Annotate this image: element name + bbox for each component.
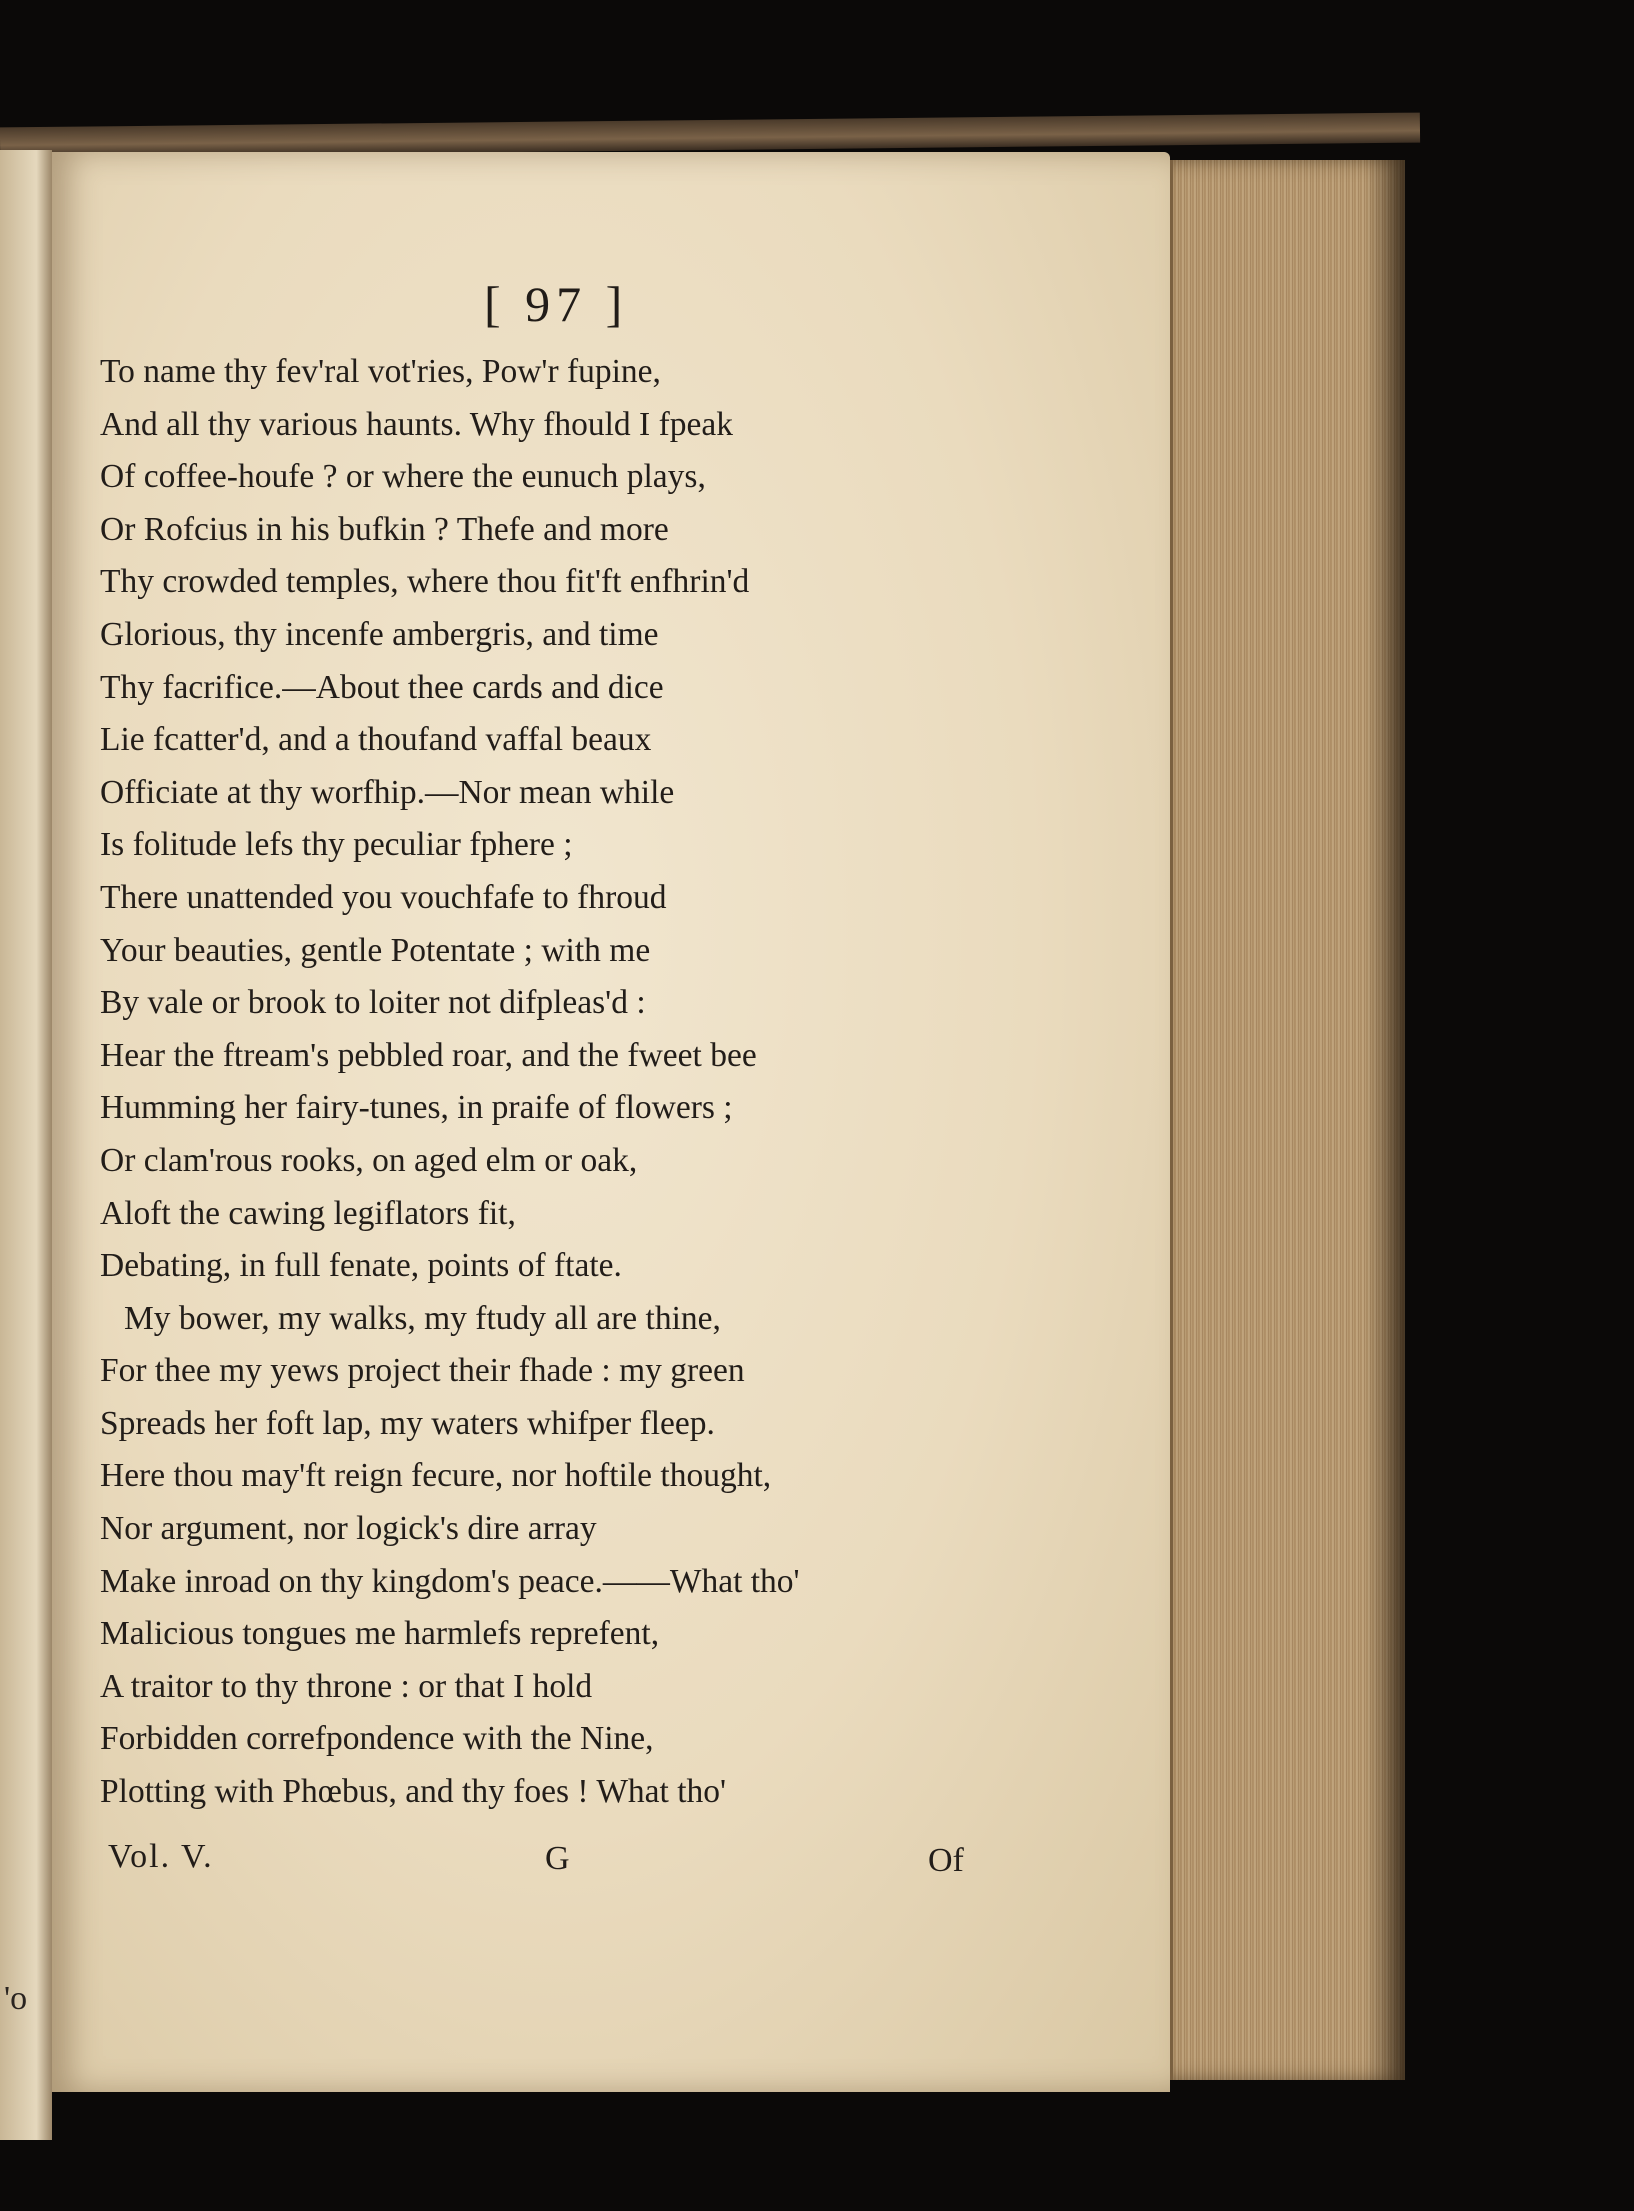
poem-line: Or Rofcius in his bufkin ? Thefe and more	[100, 510, 669, 548]
poem-line: Malicious tongues me harmlefs reprefent,	[100, 1615, 660, 1653]
poem-line: Humming her fairy-tunes, in praife of flowers ;	[100, 1089, 733, 1127]
poem-line: Glorious, thy incenfe ambergris, and time	[100, 615, 659, 653]
page-edges-shadow	[1365, 160, 1405, 2080]
volume-label: Vol. V.	[108, 1838, 214, 1875]
poem-line: Is folitude lefs thy peculiar fphere ;	[100, 826, 573, 864]
signature-mark: G	[545, 1840, 570, 1877]
left-page-edge	[0, 150, 52, 2140]
poem-line: And all thy various haunts. Why fhould I fpeak	[100, 405, 733, 443]
poem-line: Your beauties, gentle Potentate ; with me	[100, 931, 651, 969]
catchword: Of	[928, 1842, 964, 1879]
poem-line: Thy crowded temples, where thou fit'ft enfhrin'd	[100, 563, 750, 601]
poem-line: Officiate at thy worfhip.—Nor mean while	[100, 773, 675, 811]
page-number: [ 97 ]	[484, 276, 629, 332]
poem-line: Hear the ftream's pebbled roar, and the fweet bee	[100, 1036, 757, 1074]
poem-line: Of coffee-houfe ? or where the eunuch plays,	[100, 458, 706, 496]
poem-line: To name thy fev'ral vot'ries, Pow'r fupine,	[100, 353, 661, 390]
poem-line: Plotting with Phœbus, and thy foes ! What tho'	[100, 1773, 727, 1811]
poem-text	[100, 346, 800, 1819]
poem-line: Aloft the cawing legiflators fit,	[100, 1194, 516, 1232]
poem-line: Or clam'rous rooks, on aged elm or oak,	[100, 1141, 638, 1179]
poem-line: My bower, my walks, my ftudy all are thine,	[124, 1299, 721, 1337]
poem-line: By vale or brook to loiter not difpleas'd :	[100, 984, 646, 1022]
poem-line: Thy facrifice.—About thee cards and dice	[100, 668, 664, 706]
book-spine	[0, 113, 1420, 158]
page-edges	[1170, 160, 1405, 2080]
poem-line: A traitor to thy throne : or that I hold	[100, 1667, 593, 1705]
poem-line: Forbidden correfpondence with the Nine,	[100, 1720, 654, 1758]
left-page-fragment: 'o	[4, 1980, 28, 2017]
poem-line: For thee my yews project their fhade : my green	[100, 1352, 745, 1390]
poem-line: Make inroad on thy kingdom's peace.——What tho'	[100, 1562, 800, 1600]
poem-line: Nor argument, nor logick's dire array	[100, 1510, 597, 1548]
poem-line: Spreads her foft lap, my waters whifper fleep.	[100, 1404, 715, 1442]
poem-line: Here thou may'ft reign fecure, nor hoftile thought,	[100, 1457, 772, 1495]
poem-line: Lie fcatter'd, and a thoufand vaffal beaux	[100, 721, 652, 759]
poem-line: There unattended you vouchfafe to fhroud	[100, 878, 667, 916]
poem-line: Debating, in full fenate, points of ftate.	[100, 1247, 622, 1285]
